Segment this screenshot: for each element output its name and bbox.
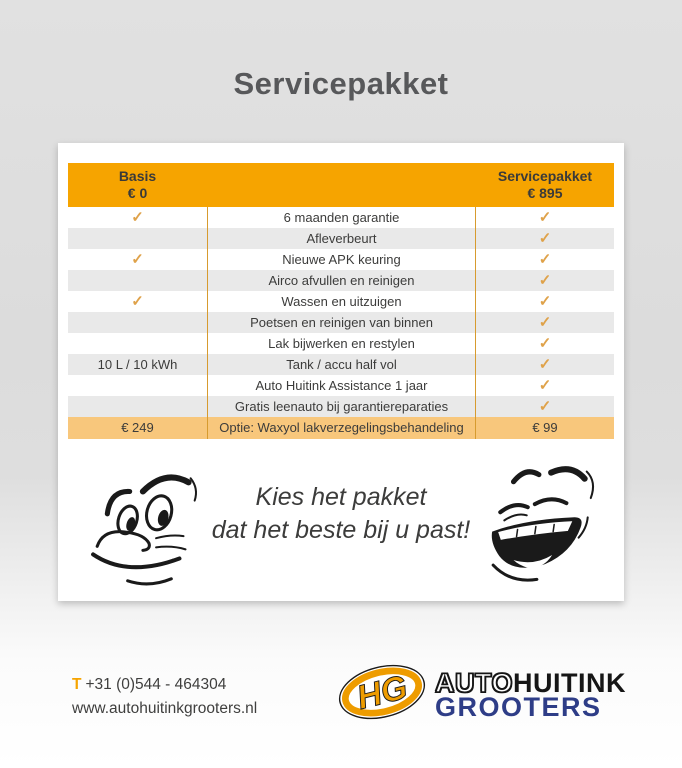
basis-cell <box>68 333 207 354</box>
hg-monogram-icon <box>334 659 430 730</box>
feature-label: Gratis leenauto bij garantiereparaties <box>207 396 476 417</box>
content-card <box>58 143 624 601</box>
logo-word-huitink: HUITINK <box>513 667 627 698</box>
basis-cell: € 249 <box>121 420 154 435</box>
feature-label: Poetsen en reinigen van binnen <box>207 312 476 333</box>
tagline-line1: Kies het pakket <box>255 483 427 511</box>
basis-cell: 10 L / 10 kWh <box>97 357 178 372</box>
table-row <box>68 270 614 291</box>
website-url: www.autohuitinkgrooters.nl <box>72 700 258 717</box>
service-cell: ✓ <box>538 293 552 310</box>
service-label: Servicepakket <box>497 168 593 184</box>
laughing-face-image <box>483 458 605 601</box>
contact-block <box>72 673 257 721</box>
service-cell: € 99 <box>532 420 558 435</box>
service-cell: ✓ <box>538 356 552 373</box>
service-cell: ✓ <box>538 230 552 247</box>
feature-column-header <box>207 163 476 207</box>
service-price: € 895 <box>527 185 563 201</box>
feature-label: Optie: Waxyol lakverzegelingsbehandeling <box>207 417 476 439</box>
feature-label: Airco afvullen en reinigen <box>207 270 476 291</box>
table-row <box>68 354 614 375</box>
company-logo <box>334 659 626 730</box>
table-header <box>68 163 614 207</box>
basis-cell <box>68 312 207 333</box>
logo-word-auto: AUTO <box>435 667 514 698</box>
logo-word-grooters: GROOTERS <box>435 691 602 722</box>
service-cell: ✓ <box>538 272 552 289</box>
phone-prefix: T <box>72 676 82 693</box>
logo-line1 <box>435 667 627 698</box>
table-row <box>68 249 614 270</box>
basis-cell <box>68 270 207 291</box>
package-comparison-table <box>68 163 614 439</box>
table-row <box>68 333 614 354</box>
logo-wordmark <box>435 667 627 722</box>
basis-label: Basis <box>118 168 157 184</box>
basis-price: € 0 <box>127 185 148 201</box>
basis-cell <box>68 396 207 417</box>
feature-label: Wassen en uitzuigen <box>207 291 476 312</box>
table-row <box>68 312 614 333</box>
service-cell: ✓ <box>538 398 552 415</box>
phone-line <box>72 673 257 697</box>
phone-number: +31 (0)544 - 464304 <box>85 676 227 693</box>
service-cell: ✓ <box>538 377 552 394</box>
feature-label: Auto Huitink Assistance 1 jaar <box>207 375 476 396</box>
page-title: Servicepakket <box>233 66 449 101</box>
basis-cell <box>68 228 207 249</box>
service-cell: ✓ <box>538 335 552 352</box>
feature-label: 6 maanden garantie <box>207 207 476 228</box>
basis-cell <box>68 375 207 396</box>
service-cell: ✓ <box>538 251 552 268</box>
tagline-line2: dat het beste bij u past! <box>211 516 471 544</box>
basis-cell: ✓ <box>131 293 144 310</box>
table-row <box>68 291 614 312</box>
basis-column-header <box>68 163 207 207</box>
svg-text:HG: HG <box>353 668 412 718</box>
table-row <box>68 207 614 228</box>
feature-label: Lak bijwerken en restylen <box>207 333 476 354</box>
basis-cell: ✓ <box>131 251 144 268</box>
table-row <box>68 228 614 249</box>
table-row <box>68 375 614 396</box>
basis-cell: ✓ <box>131 209 144 226</box>
service-cell: ✓ <box>538 314 552 331</box>
table-row-option <box>68 417 614 439</box>
service-column-header <box>476 163 614 207</box>
table-row <box>68 396 614 417</box>
service-cell: ✓ <box>538 209 552 226</box>
feature-label: Tank / accu half vol <box>207 354 476 375</box>
feature-label: Nieuwe APK keuring <box>207 249 476 270</box>
feature-label: Afleverbeurt <box>207 228 476 249</box>
